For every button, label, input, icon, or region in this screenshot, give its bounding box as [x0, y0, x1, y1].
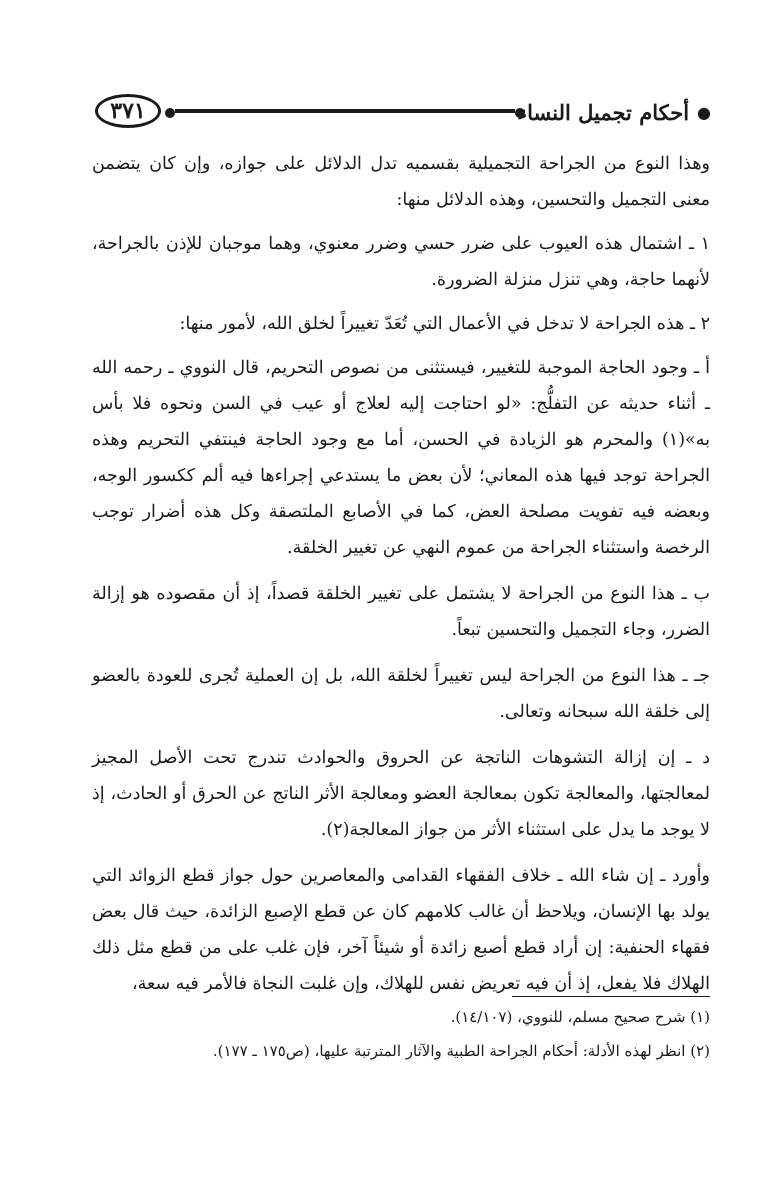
page-number: ٣٧١: [95, 94, 161, 128]
page-header: [95, 92, 711, 136]
paragraph-closing: وأورد ـ إن شاء الله ـ خلاف الفقهاء القدامى والمعاصرين حول جواز قطع الزوائد التي يولد بها الإنسان، ويلاحظ أن غالب كلامهم كان عن قطع الإصبع الزائدة، حيث قال بعض فقهاء الحنفية: إن أراد قطع أصبع زائدة أو شيئاً آخر، فإن غلب على من قطع مثل ذلك الهلاك فلا يفعل، إذ أن فيه تعريض نفس للهلاك، وإن غلبت النجاة فالأمر فيه سعة،: [92, 866, 710, 994]
footnotes: [92, 1000, 710, 1068]
point-2b: ب ـ هذا النوع من الجراحة لا يشتمل على تغيير الخلقة قصداً، إذ أن مقصوده هو إزالة الضرر، وجاء التجميل والتحسين تبعاً.: [92, 584, 710, 640]
paragraph-intro: وهذا النوع من الجراحة التجميلية بقسميه تدل الدلائل على جوازه، وإن كان يتضمن معنى التجميل والتحسين، وهذه الدلائل منها:: [92, 154, 710, 210]
header-rule: [175, 109, 515, 113]
point-2: ٢ ـ هذه الجراحة لا تدخل في الأعمال التي تُعَدّ تغييراً لخلق الله، لأمور منها:: [179, 314, 710, 334]
point-2a: أ ـ وجود الحاجة الموجبة للتغيير، فيستثنى من نصوص التحريم، قال النووي ـ رحمه الله ـ أثناء حديثه عن التفلُّج: «لو احتاجت إليه لعلاج أو عيب في السن ونحوه فلا بأس به»(١) والمحرم هو الزيادة في الحسن، أما مع وجود الحاجة فينتفي التحريم وهذه الجراحة توجد فيها هذه المعاني؛ لأن بعض ما يستدعي إجراءها فيه ألم ككسور الوجه، وبعضه فيه تفويت مصلحة العض، كما في الأصابع الملتصقة وكل هذه أضرار توجب الرخصة واستثناء الجراحة من عموم النهي عن تغيير الخلقة.: [92, 358, 710, 558]
running-title-text: أحكام تجميل النساء: [517, 99, 690, 125]
footnote-2: (٢) انظر لهذه الأدلة: أحكام الجراحة الطبية والآثار المترتبة عليها، (ص١٧٥ ـ ١٧٧).: [212, 1042, 710, 1060]
title-bullet-icon: ●: [697, 102, 711, 122]
running-title: [517, 92, 711, 132]
point-2c: جـ ـ هذا النوع من الجراحة ليس تغييراً لخلقة الله، بل إن العملية تُجرى للعودة بالعضو إلى خلقة الله سبحانه وتعالى.: [92, 666, 710, 722]
footnote-rule: [512, 996, 710, 997]
footnote-1: (١) شرح صحيح مسلم، للنووي، (١٤/١٠٧).: [450, 1008, 710, 1026]
point-2d: د ـ إن إزالة التشوهات الناتجة عن الحروق والحوادث تندرج تحت الأصل المجيز لمعالجتها، والمعالجة تكون بمعالجة العضو ومعالجة الأثر الناتج عن الحرق أو الحادث، إذ لا يوجد ما يدل على استثناء الأثر من جواز المعالجة(٢).: [92, 748, 710, 840]
point-1: ١ ـ اشتمال هذه العيوب على ضرر حسي وضرر معنوي، وهما موجبان للإذن بالجراحة، لأنهما حاجة، وهي تنزل منزلة الضرورة.: [92, 234, 710, 290]
main-text: [92, 146, 710, 1010]
rule-left-dot: [165, 108, 175, 118]
